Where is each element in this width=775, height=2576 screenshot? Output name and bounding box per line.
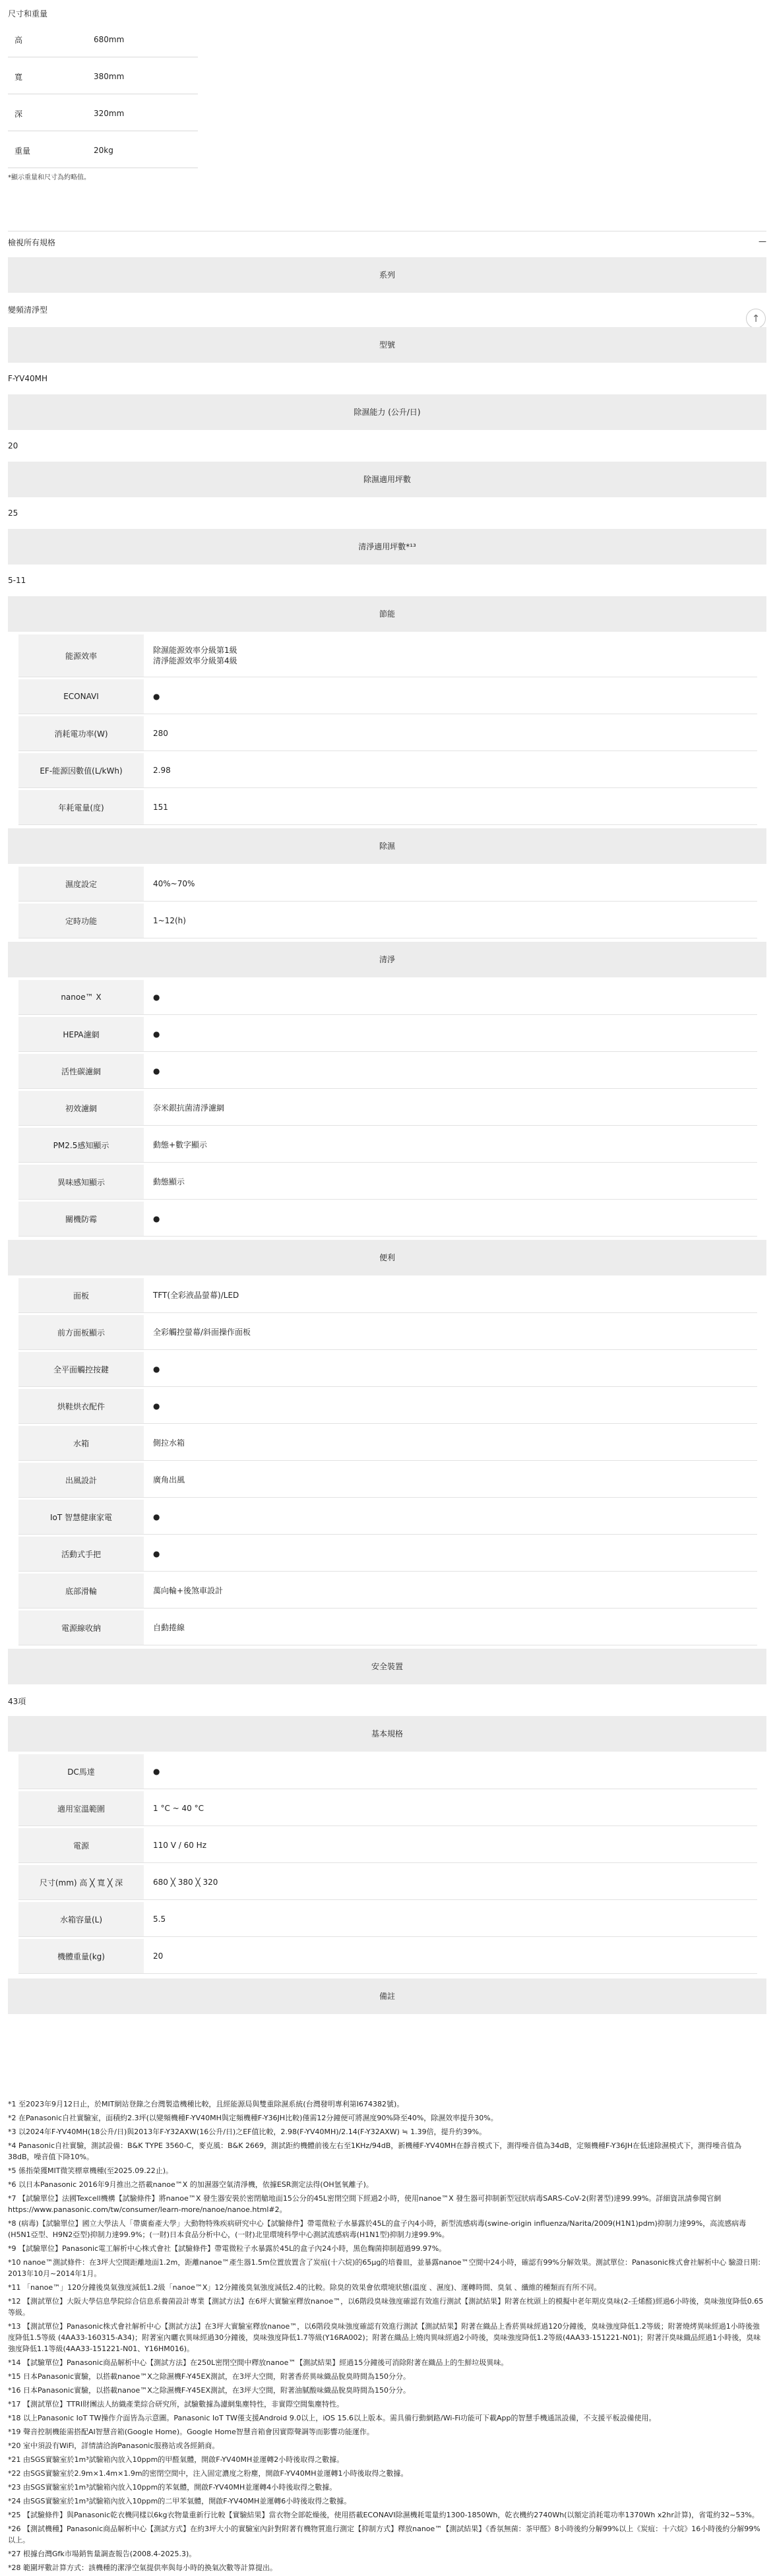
row-label: 機體重量(kg) — [18, 1939, 144, 1973]
row-label: EF-能源因數值(L/kWh) — [18, 753, 144, 787]
note-item: *28 範圍坪數計算方式：該機種的潔淨空氣提供率與每小時的換氣次數等計算提出。 — [8, 2563, 277, 2572]
note-item: *9 【試驗單位】Panasonic電工解析中心株式會社【試驗條件】帶電微粒子水暴露於45L的盒子內24小時，黑色麴菌抑制超過99.97%。 — [8, 2244, 447, 2253]
convenience-row — [18, 1500, 757, 1535]
row-value: 除濕能源效率分級第1級 清淨能源效率分級第4級 — [153, 646, 237, 665]
clean-row — [18, 980, 757, 1015]
dimension-value: 680mm — [94, 35, 125, 44]
convenience-row — [18, 1463, 757, 1498]
row-value: 680 ╳ 380 ╳ 320 — [153, 1878, 218, 1887]
convenience-row — [18, 1537, 757, 1572]
dimension-value: 320mm — [94, 109, 125, 118]
remarks-notes — [8, 2099, 766, 2576]
safety-value: 43項 — [8, 1697, 26, 1706]
section-model: 型號 — [8, 327, 766, 363]
note-item: *12 【測試單位】大阪大學信息學院綜合信息系養菌設計專業【測試方法】在6坪大實驗室釋放nanoe™，以6階段臭味強度確認有效進行測試【測試結果】附著在枕頭上的模擬中老年期皮臭味(2-壬烯醛)經過6小時後，臭味強度降低0.65等級。 — [8, 2297, 764, 2317]
row-value: ● — [153, 1029, 160, 1039]
basic-row — [18, 1865, 757, 1900]
row-label: 濕度設定 — [18, 867, 144, 901]
row-label: 能源效率 — [18, 634, 144, 677]
energy-row — [18, 790, 757, 825]
note-item: *2 在Panasonic自社實驗室，面積約2.3坪(以變頻機種F-YV40MH與定頻機種F-Y36JH比較)僅需12分鐘便可將濕度90%降至40%，除濕效率提升30%。 — [8, 2114, 498, 2122]
row-value: 20 — [153, 1951, 164, 1961]
note-item: *27 根據台灣Gfk市場銷售量調查報告(2008.4-2025.3)。 — [8, 2550, 197, 2558]
row-label: 面板 — [18, 1278, 144, 1312]
scroll-top-icon[interactable]: ↑ — [746, 309, 766, 328]
clean-row — [18, 1091, 757, 1126]
series-value: 變頻清淨型 — [8, 305, 48, 315]
note-item: *21 由SGS實驗室於1m³試驗箱內放入10ppm的甲醛氣體，開啟F-YV40MH並運轉2小時後取得之數據。 — [8, 2455, 344, 2464]
row-value: 2.98 — [153, 766, 171, 775]
note-item: *17 【測試單位】TTRI財團法人紡織產業綜合研究所，試驗數據為濾網集塵特性，非實際空間集塵特性。 — [8, 2400, 344, 2408]
note-item: *11 「nanoe™」120分鐘後臭氣強度減低1.2級「nanoe™X」12分鐘後臭氣強度減低2.4的比較。除臭的效果會依環境狀態(溫度 、濕度)、運轉時間、臭氣 、纖維的種類而有所不同。 — [8, 2283, 602, 2292]
basic-row — [18, 1828, 757, 1863]
row-value: ● — [153, 993, 160, 1002]
row-label: 年耗電量(度) — [18, 790, 144, 824]
row-label: 定時功能 — [18, 904, 144, 938]
row-value: 151 — [153, 803, 168, 812]
dehum-row — [18, 904, 757, 938]
row-value: 5.5 — [153, 1915, 166, 1924]
row-label: DC馬達 — [18, 1754, 144, 1789]
area-value: 25 — [8, 508, 18, 518]
row-value: 動態+數字顯示 — [153, 1140, 208, 1150]
note-item: *19 聲音控制機能需搭配AI智慧音箱(Google Home)。Google Home智慧音箱會因實際聲調等而影響功能運作。 — [8, 2428, 374, 2436]
row-value: 側拉水箱 — [153, 1438, 185, 1448]
dimension-row-width — [8, 59, 198, 94]
note-item: *15 日本Panasonic實驗，以搭載nanoe™X之除濕機F-Y45EX測試，在3坪大空間，附著香菸異味織品脫臭時間為150分分。 — [8, 2372, 411, 2381]
dimension-row-depth — [8, 96, 198, 131]
section-basic: 基本規格 — [8, 1716, 766, 1752]
section-capacity: 除濕能力 (公升/日) — [8, 394, 766, 430]
convenience-row — [18, 1352, 757, 1387]
row-label: HEPA濾網 — [18, 1017, 144, 1051]
capacity-value: 20 — [8, 441, 18, 450]
row-label: 全平面觸控按鍵 — [18, 1352, 144, 1386]
dimension-value: 20kg — [94, 146, 113, 155]
note-item: *18 以上Panasonic IoT TW操作介面皆為示意圖。Panasonic IoT TW僅支援Android 9.0以上，iOS 15.6以上版本。需具備行動網路/Wi-Fi功能可下載App的智慧手機通訊設備，不支援平板設備使用。 — [8, 2414, 656, 2422]
section-clean-area: 清淨適用坪數*¹³ — [8, 529, 766, 565]
dehum-row — [18, 867, 757, 902]
row-label: 活性碳濾網 — [18, 1054, 144, 1088]
row-value: 萬向輪+後煞車設計 — [153, 1586, 224, 1595]
all-specs-header[interactable] — [8, 231, 766, 248]
row-label: 關機防霉 — [18, 1202, 144, 1236]
convenience-row — [18, 1315, 757, 1350]
dimension-label: 深 — [15, 109, 23, 119]
clean-row — [18, 1017, 757, 1052]
row-label: 前方面板顯示 — [18, 1315, 144, 1349]
dimensions-note: *顯示重量和尺寸為約略值。 — [8, 174, 90, 181]
row-label: 電源線收納 — [18, 1610, 144, 1645]
note-item: *4 Panasonic自社實驗，測試設備：B&K TYPE 3560-C，麥克風：B&K 2669，測試距約機體前後左右至1KHz/94dB，新機種F-YV40MH在靜音模式下，測得噪音值為34dB，定頻機種F-Y36JH在低速除濕模式下，測得噪音值為38dB，噪音值下降10%。 — [8, 2141, 742, 2161]
row-label: 異味感知顯示 — [18, 1165, 144, 1199]
energy-row — [18, 716, 757, 751]
basic-row — [18, 1902, 757, 1937]
section-energy: 節能 — [8, 596, 766, 632]
section-clean: 清淨 — [8, 942, 766, 977]
section-convenience: 便利 — [8, 1240, 766, 1275]
row-value: ● — [153, 1066, 160, 1076]
clean-area-value: 5-11 — [8, 576, 26, 585]
row-label: 初效濾網 — [18, 1091, 144, 1125]
row-value: ● — [153, 1512, 160, 1521]
note-item: *3 以2024年F-YV40MH(18公升/日)與2013年F-Y32AXW(16公升/日)之EF值比較，2.98(F-YV40MH)/2.14(F-Y32AXW) ≒ 1.39倍，提升約39%。 — [8, 2128, 487, 2136]
row-label: 消耗電功率(W) — [18, 716, 144, 751]
convenience-row — [18, 1610, 757, 1645]
note-item: *20 室中須設有WiFi，詳情請洽詢Panasonic服務站或各經銷商。 — [8, 2441, 220, 2450]
section-safety: 安全裝置 — [8, 1649, 766, 1684]
section-dehumidify: 除濕 — [8, 828, 766, 864]
row-label: IoT 智慧健康家電 — [18, 1500, 144, 1534]
clean-row — [18, 1165, 757, 1200]
note-item: *7 【試驗單位】法國Texcell機構【試驗條件】將nanoe™X 發生器安裝於密閉艙地面15公分的45L密閉空間下經過2小時，使用nanoe™X 發生器可抑制新型冠狀病毒SARS-CoV-2(附著型)達99.99%。詳細資訊請參閱官網https://www.panasonic.com/tw/consumer/learn-more/nanoe/nanoe.html#2。 — [8, 2194, 722, 2214]
row-value: 自動捲線 — [153, 1623, 185, 1632]
note-item: *14 【試驗單位】Panasonic商品解析中心【測試方法】在250L密閉空間中釋放nanoe™【測試結果】經過15分鐘後可消除附著在織品上的生鮮垃圾異味。 — [8, 2358, 509, 2367]
row-value: 1 °C ~ 40 °C — [153, 1804, 204, 1813]
note-item: *24 由SGS實驗室於1m³試驗箱內放入10ppm的二甲苯氣體，開啟F-YV40MH並運轉6小時後取得之數據。 — [8, 2497, 352, 2505]
dimension-row-height — [8, 22, 198, 57]
row-value: 動態顯示 — [153, 1177, 185, 1186]
row-label: 出風設計 — [18, 1463, 144, 1497]
row-label: 水箱容量(L) — [18, 1902, 144, 1936]
note-item: *5 係指榮獲MIT微笑標章機種(至2025.09.22止)。 — [8, 2166, 173, 2175]
row-value: ● — [153, 1767, 160, 1776]
convenience-row — [18, 1278, 757, 1313]
convenience-row — [18, 1426, 757, 1461]
row-value: TFT(全彩液晶螢幕)/LED — [153, 1291, 239, 1300]
row-value: ● — [153, 1365, 160, 1374]
section-area: 除濕適用坪數 — [8, 462, 766, 497]
basic-row — [18, 1754, 757, 1789]
clean-row — [18, 1202, 757, 1237]
convenience-row — [18, 1389, 757, 1424]
note-item: *6 以日本Panasonic 2016年9月推出之搭載nanoe™X 的加濕器空氣清淨機，依據ESR測定法得(OH氫氧離子)。 — [8, 2180, 373, 2189]
note-item: *25 【試驗條件】與Panasonic乾衣機同樣以6kg衣物量重新行比較【實驗結果】當衣物全部乾燥後，使用搭載ECONAVI除濕機耗電量約1300-1850Wh，乾衣機約2740Wh(以額定消耗電功率1370Wh x2hr計算)，省電約32~53%。 — [8, 2511, 759, 2519]
note-item: *10 nanoe™測試條件：在3坪大空間距離地面1.2m，距離nanoe™產生器1.5m位置放置含了炭疽(十六烷)的65μg的培養皿，並暴露nanoe™空間中24小時，確認有99%分解效果。測試單位：Panasonic株式會社解析中心 驗證日期：2013年10月~2014年1月。 — [8, 2258, 765, 2278]
dimension-row-weight — [8, 133, 198, 168]
clean-row — [18, 1128, 757, 1163]
model-value: F-YV40MH — [8, 374, 47, 383]
note-item: *23 由SGS實驗室於1m³試驗箱內放入10ppm的苯氣體，開啟F-YV40MH並運轉4小時後取得之數據。 — [8, 2483, 337, 2492]
note-item: *8 (病毒)【試驗單位】國立大學法人「帶廣畜產大學」大動物特殊疾病研究中心【試驗條件】帶電微粒子水暴露於45L的盒子內4小時，新型流感病毒(swine-origin influenza/Narita/2009(H1N1)pdm)抑制力達99%，高流感病毒(H5N1亞型、H9N2亞型)抑制力達99.9%；(一財)日本食品分析中心，(一財)北里環境科學中心測試流感病毒(H1N1型)抑制力達99.9%。 — [8, 2219, 747, 2239]
dimension-label: 高 — [15, 35, 23, 45]
section-series: 系列 — [8, 257, 766, 293]
note-item: *22 由SGS實驗室於2.9m×1.4m×1.9m的密閉空間中，注入固定濃度之粉塵，開啟F-YV40MH並運轉1小時後取得之數據。 — [8, 2469, 408, 2478]
basic-row — [18, 1939, 757, 1974]
energy-row — [18, 679, 757, 714]
basic-row — [18, 1791, 757, 1826]
row-label: 烘鞋烘衣配件 — [18, 1389, 144, 1423]
row-value: 廣角出風 — [153, 1475, 185, 1485]
note-item: *13 【測試單位】Panasonic株式會社解析中心【測試方法】在3坪大實驗室釋放nanoe™，以6階段臭味強度確認有效進行測試【測試結果】附著在織品上香菸異味經過120分鐘後，臭味強度降低1.2等級；附著燒烤異味經過1小時後強度降低1.5等級 (4AA33-160315-A34)；附著室內曬衣異味經過30分鐘後，臭味強度降低1.7等級(Y16RA002)；附著在織品上燒肉異味經過2小時後，臭味強度降低1.2等級(4AA33-151221-N01)；附著汗臭味織品經過1小時後，臭味強度降低1.1等級(4AA33-151221-N01、Y16HM016)。 — [8, 2322, 761, 2353]
energy-row — [18, 753, 757, 788]
row-value: 奈米銀抗菌清淨濾網 — [153, 1103, 225, 1113]
note-item: *26 【測試機種】Panasonic商品解析中心【測試方式】在約3坪大小的實驗室內針對附著有機物質進行測定【抑制方式】釋放nanoe™【測試結果】《香氛無菌：茶甲醛》8小時後約分解99%以上《炭疽：十六烷》16小時後約分解99%以上。 — [8, 2525, 760, 2544]
row-value: 1~12(h) — [153, 916, 186, 925]
section-remarks: 備註 — [8, 1978, 766, 2014]
row-value: 280 — [153, 729, 168, 738]
row-label: 適用室溫範圍 — [18, 1791, 144, 1825]
row-label: 底部滑輪 — [18, 1574, 144, 1608]
row-value: 40%~70% — [153, 879, 195, 888]
row-label: 電源 — [18, 1828, 144, 1862]
row-label: 活動式手把 — [18, 1537, 144, 1571]
all-specs-title: 檢視所有規格 — [8, 238, 56, 247]
note-item: *16 日本Panasonic實驗，以搭載nanoe™X之除濕機F-Y45EX測試，在3坪大空間，附著油膩酸味織品脫臭時間為150分分。 — [8, 2386, 411, 2395]
row-value: ● — [153, 1401, 160, 1411]
row-value: ● — [153, 1549, 160, 1558]
row-value: ● — [153, 692, 160, 701]
row-value: 全彩觸控螢幕/斜面操作面板 — [153, 1328, 251, 1337]
clean-row — [18, 1054, 757, 1089]
row-value: 110 V / 60 Hz — [153, 1841, 207, 1850]
row-label: ECONAVI — [18, 679, 144, 714]
row-label: nanoe™ X — [18, 980, 144, 1014]
row-value: ● — [153, 1214, 160, 1223]
row-label: 尺寸(mm) 高 ╳ 寬 ╳ 深 — [18, 1865, 144, 1899]
dimensions-title: 尺寸和重量 — [8, 9, 48, 18]
dimension-value: 380mm — [94, 72, 125, 81]
dimension-label: 寬 — [15, 72, 23, 82]
row-label: 水箱 — [18, 1426, 144, 1460]
convenience-row — [18, 1574, 757, 1609]
collapse-icon[interactable]: — — [759, 237, 766, 246]
dimension-label: 重量 — [15, 146, 31, 156]
note-item: *1 至2023年9月12日止，於MIT網站登錄之台灣製造機種比較，且經能源局與雙重除濕系統(台灣發明專利第I674382號)。 — [8, 2100, 404, 2108]
energy-row — [18, 634, 757, 677]
row-label: PM2.5感知顯示 — [18, 1128, 144, 1162]
